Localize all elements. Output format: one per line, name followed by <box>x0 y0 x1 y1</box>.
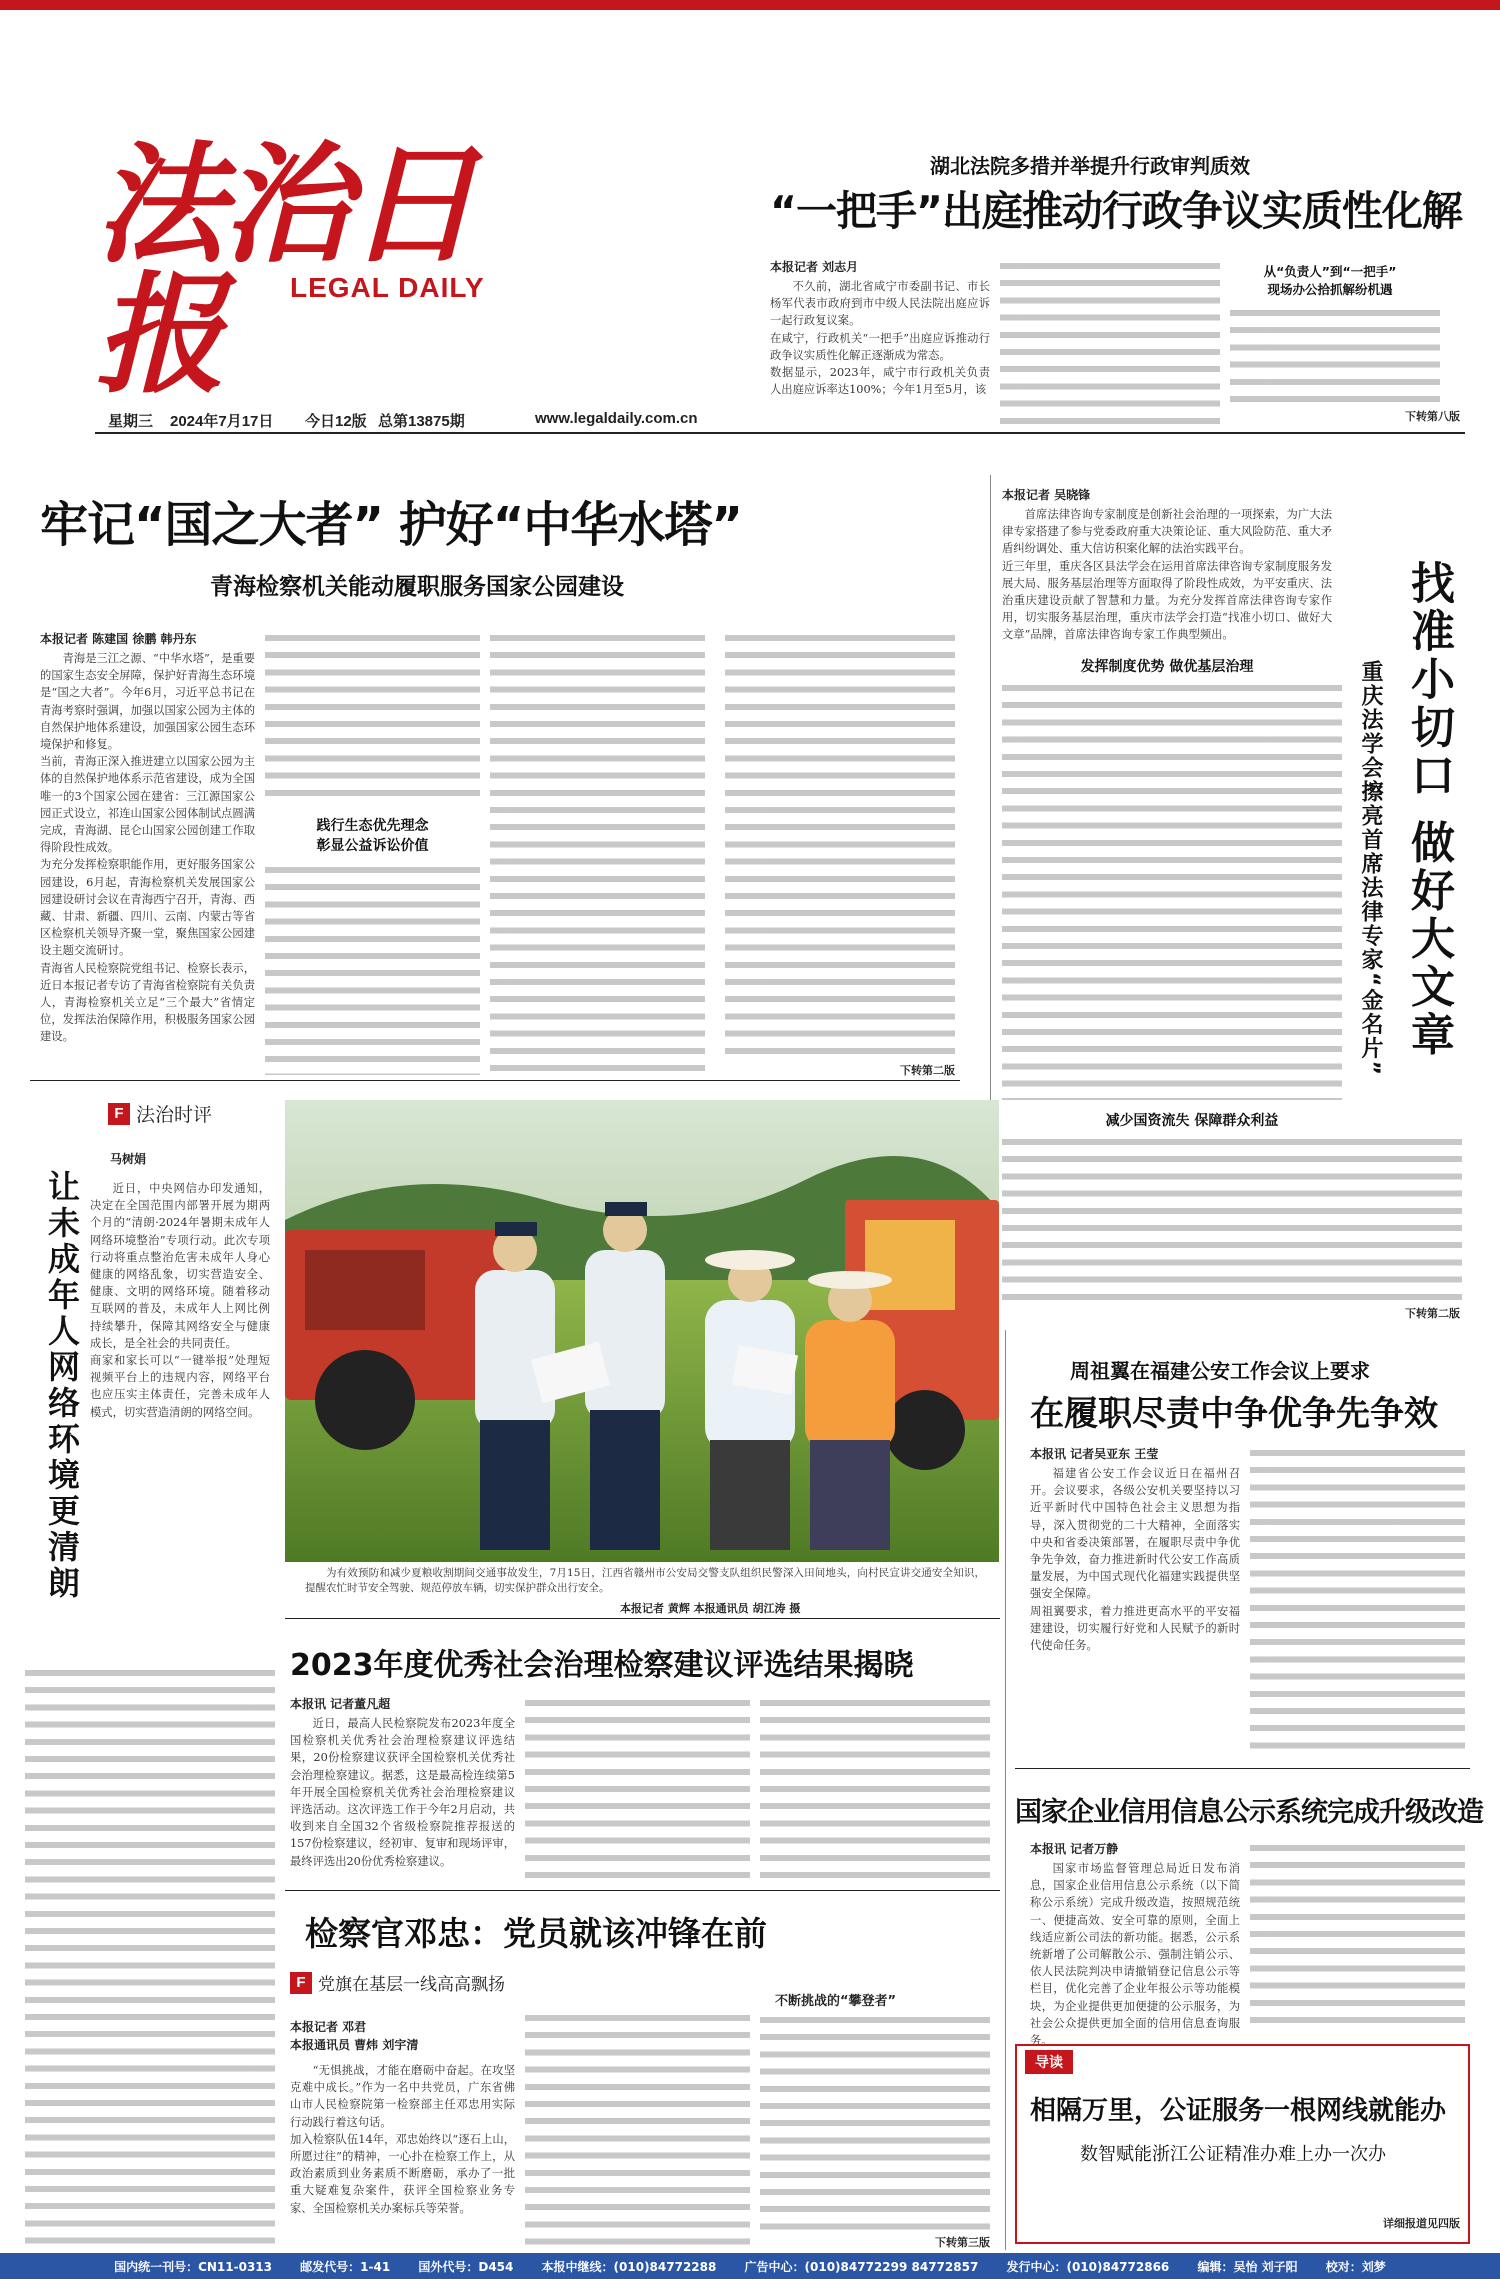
commentary-badge: F 法治时评 <box>108 1100 212 1127</box>
news-photo <box>285 1100 999 1562</box>
lead-body-col2b <box>265 862 480 1075</box>
party-logo-icon: F <box>290 1972 312 1994</box>
zhou-body-col1: 福建省公安工作会议近日在福州召开。会议要求，各级公安机关要坚持以习近平新时代中国特色社会主义思想为指导，深入贯彻党的二十大精神，全面落实中央和省委决策部署，在履职尽责中争优争先争效，奋力推进新时代公安工作高质量发展，为中国式现代化福建实践提供坚强安全保障。 周祖翼要求，着力推进更高水平的平安福建建设，切实履行好党和人民赋予的新时代使命任务。 <box>1030 1467 1240 1653</box>
top-byline: 本报记者 刘志月 <box>770 260 859 274</box>
lead-headline: 牢记“国之大者” 护好“中华水塔” <box>40 497 742 553</box>
lead-turn: 下转第二版 <box>900 1064 955 1077</box>
right-body-intro: 首席法律咨询专家制度是创新社会治理的一项探索，为广大法律专家搭建了参与党委政府重大决策论证、重大风险防范、重大矛盾纠纷调处、重大信访积案化解的法治实践平台。 近三年里，重庆各区县法学会在运用首席法律咨询专家制度服务发展大局、服务基层治理等方面取得了阶段性成效，为平安重庆、法治重庆建设贡献了智慧和力量。为充分发挥首席法律咨询专家作用，切实服务基层治理，重庆市法学会打造“找准小切口、做好大文章”品牌，首席法律咨询专家工作典型频出。 <box>1002 508 1332 642</box>
right-vertical-title: 找准小切口 做好大文章 <box>1403 560 1454 1060</box>
footer-editor: 编辑：吴怡 刘子阳 <box>1197 2259 1298 2274</box>
dateline-date: 2024年7月17日 <box>170 413 274 430</box>
footer-ad: 广告中心：(010)84772299 84772857 <box>744 2259 979 2274</box>
commentary-byline: 马树娟 <box>110 1152 147 1166</box>
lead-body-col2a <box>265 630 480 800</box>
deng-body-col2 <box>525 2010 750 2247</box>
lead-byline: 本报记者 陈建国 徐鹏 韩丹东 <box>40 632 197 646</box>
proc-bottom-rule <box>285 1890 1000 1891</box>
lead-subhead: 青海检察机关能动履职服务国家公园建设 <box>210 574 624 600</box>
masthead-title: 法治日报 <box>95 128 474 411</box>
footer-post: 邮发代号：1-41 <box>300 2259 391 2274</box>
zhou-bottom-rule <box>1015 1768 1470 1769</box>
right-section1: 发挥制度优势 做优基层治理 <box>1080 659 1254 675</box>
dateline-url: www.legaldaily.com.cn <box>535 410 698 427</box>
zhou-headline: 在履职尽责中争优争先争效 <box>1030 1394 1438 1434</box>
right-section2: 减少国资流失 保障群众利益 <box>1105 1113 1279 1129</box>
right-body-part3 <box>1002 1134 1462 1304</box>
guide-subhead: 数智赋能浙江公证精准办难上办一次办 <box>1080 2144 1386 2165</box>
footer-proof: 校对：刘梦 <box>1325 2259 1386 2274</box>
photo-illustration <box>285 1100 999 1562</box>
commentary-vertical-title: 让未成年人网络环境更清朗 <box>43 1170 81 1602</box>
right-body-part2 <box>1002 680 1342 1100</box>
dateline-pages: 今日12版 <box>305 413 367 430</box>
lower-right-divider <box>1005 1330 1006 2250</box>
commentary-body-bottom <box>25 1665 275 2245</box>
commentary-body-top: 近日，中央网信办印发通知，决定在全国范围内部署开展为期两个月的“清朗·2024年暑期未成年人网络环境整治”专项行动。此次专项行动将重点整治危害未成年人身心健康的网络乱象，切实营造安全、健康、文明的网络环境。随着移动互联网的普及，未成年人上网比例持续攀升，保障其网络安全与健康成长，是全社会的共同责任。 商家和家长可以“一键举报”处理短视频平台上的违规内容，网络平台也应压实主体责任，完善未成年人模式，切实营造清朗的网络空间。 <box>90 1182 270 1419</box>
guide-tag: 导读 <box>1025 2050 1073 2074</box>
proc-headline: 2023年度优秀社会治理检察建议评选结果揭晓 <box>290 1648 914 1683</box>
top-body-col2 <box>1000 258 1220 424</box>
deng-byline1: 本报记者 邓君 <box>290 2020 367 2034</box>
credit-body-col2 <box>1250 1840 1465 2030</box>
proc-byline: 本报讯 记者董凡超 <box>290 1697 391 1711</box>
top-body-col3 <box>1230 305 1440 405</box>
proc-body-col2 <box>525 1695 750 1885</box>
credit-body-col1: 国家市场监督管理总局近日发布消息，国家企业信用信息公示系统（以下简称公示系统）完成升级改造，按照规范统一、便捷高效、安全可靠的原则，全面上线适应新公司法的新功能。据悉，公示系统新增了公司解散公示、强制注销公示、依人民法院判决申请撤销登记信息公示等栏目，优化完善了企业年报公示等功能模块，为企业提供更加便捷的公示服务，为社会公众提供更加全面的信用信息查询服务。 <box>1030 1862 1240 2048</box>
lead-body-col4 <box>725 630 955 1060</box>
right-byline: 本报记者 吴晓锋 <box>1002 488 1091 502</box>
zhou-body-col2 <box>1250 1445 1465 1755</box>
deng-body-col1: “无惧挑战，才能在磨砺中奋起。在攻坚克难中成长。”作为一名中共党员，广东省佛山市人民检察院第一检察部主任邓忠用实际行动践行着这句话。 加入检察队伍14年，邓忠始终以“逐石上山，所愿过往”的精神，一心扑在检察工作上，从政治素质到业务素质不断磨砺，承办了一批重大疑难复杂案件，获评全国检察业务专家、全国检察机关办案标兵等荣誉。 <box>290 2064 515 2215</box>
proc-body-col1: 近日，最高人民检察院发布2023年度全国检察机关优秀社会治理检察建议评选结果，20份检察建议获评全国检察机关优秀社会治理检察建议。据悉，这是最高检连续第5年开展全国检察机关优秀社会治理检察建议评选活动。这次评选工作于今年2月启动，共收到来自全国32个省级检察院推荐报送的157份检察建议，经初审、复审和现场评审，最终评选出20份优秀检察建议。 <box>290 1717 515 1868</box>
footer-foreign: 国外代号：D454 <box>418 2259 514 2274</box>
right-turn: 下转第二版 <box>1405 1307 1460 1320</box>
footer-dist: 发行中心：(010)84772866 <box>1006 2259 1170 2274</box>
masthead-rule <box>95 432 1465 434</box>
deng-body-col3 <box>760 2012 990 2232</box>
right-vertical-subtitle: 重庆法学会擦亮首席法律专家“金名片” <box>1358 660 1383 1077</box>
lead-body-col3 <box>490 630 705 1075</box>
footer-phone: 本报中继线：(010)84772288 <box>541 2259 717 2274</box>
photo-caption: 为有效预防和减少夏粮收割期间交通事故发生，7月15日，江西省赣州市公安局交警支队组织民警深入田间地头，向村民宣讲交通安全知识，提醒农忙时节安全驾驶、规范停放车辆，切实保护群众出行安全。 <box>305 1567 985 1594</box>
footer-bar <box>0 2253 1500 2279</box>
top-kicker: 湖北法院多措并举提升行政审判质效 <box>930 154 1250 178</box>
zhou-kicker: 周祖翼在福建公安工作会议上要求 <box>1070 1359 1370 1383</box>
photo-bottom-rule <box>285 1618 1000 1619</box>
proc-body-col3 <box>760 1695 990 1885</box>
top-turn: 下转第八版 <box>1405 410 1460 423</box>
masthead-english: LEGAL DAILY <box>290 272 485 303</box>
credit-headline: 国家企业信用信息公示系统完成升级改造 <box>1015 1797 1483 1828</box>
lead-section-head: 践行生态优先理念 彰显公益诉讼价值 <box>316 818 429 854</box>
footer-cn: 国内统一刊号：CN11-0313 <box>114 2259 273 2274</box>
deng-sub-kicker: 不断挑战的“攀登者” <box>775 1994 897 2009</box>
top-side-subhead: 从“负责人”到“一把手” 现场办公拾抓解纷机遇 <box>1263 264 1397 297</box>
deng-headline: 检察官邓忠：党员就该冲锋在前 <box>305 1914 767 1953</box>
top-body-col1: 不久前，湖北省咸宁市委副书记、市长杨军代表市政府到市中级人民法院出庭应诉一起行政复议案。 在咸宁，行政机关“一把手”出庭应诉推动行政争议实质性化解正逐渐成为常态。 数据显示，2023年，咸宁市行政机关负责人出庭应诉率达100%；今年1月至5月，该 <box>770 280 990 397</box>
guide-see: 详细报道见四版 <box>1383 2217 1460 2230</box>
deng-badge: F 党旗在基层一线高高飘扬 <box>290 1970 505 1995</box>
deng-turn: 下转第三版 <box>935 2236 990 2249</box>
deng-byline2: 本报通讯员 曹炜 刘宇清 <box>290 2038 419 2052</box>
top-headline: “一把手”出庭推动行政争议实质性化解 <box>770 187 1462 235</box>
zhou-byline: 本报讯 记者吴亚东 王莹 <box>1030 1447 1159 1461</box>
guide-headline: 相隔万里，公证服务一根网线就能办 <box>1030 2096 1447 2126</box>
photo-credit: 本报记者 黄辉 本报通讯员 胡江涛 摄 <box>620 1602 801 1615</box>
column-logo-icon: F <box>108 1103 130 1125</box>
dateline-issue: 总第13875期 <box>378 413 465 430</box>
lead-bottom-rule <box>30 1080 960 1081</box>
dateline-weekday: 星期三 <box>108 413 154 430</box>
top-red-bar <box>0 0 1500 10</box>
credit-byline: 本报讯 记者万静 <box>1030 1842 1119 1856</box>
lead-body-col1: 青海是三江之源、“中华水塔”，是重要的国家生态安全屏障，保护好青海生态环境是“国之大者”。今年6月，习近平总书记在青海考察时强调，加强以国家公园为主体的自然保护地体系建设，加强国家公园生态环境保护和修复。 当前，青海正深入推进建立以国家公园为主体的自然保护地体系示范省建设，成为全国唯一的3个国家公园在建省：三江源国家公园正式设立，祁连山国家公园体制试点圆满完成，青海湖、昆仑山国家公园创建工作取得阶段性成效。 为充分发挥检察职能作用，更好服务国家公园建设，6月起，青海检察机关发展国家公园建设研讨会议在青海西宁召开，青海、西藏、甘肃、新疆、四川、云南、内蒙古等省区检察机关领导齐聚一堂，聚焦国家公园建设主题交流研讨。 青海省人民检察院党组书记、检察长表示，近日本报记者专访了青海省检察院有关负责人，青海检察机关立足“三个最大”省情定位，发挥法治保障作用，积极服务国家公园建设。 <box>40 652 255 1044</box>
